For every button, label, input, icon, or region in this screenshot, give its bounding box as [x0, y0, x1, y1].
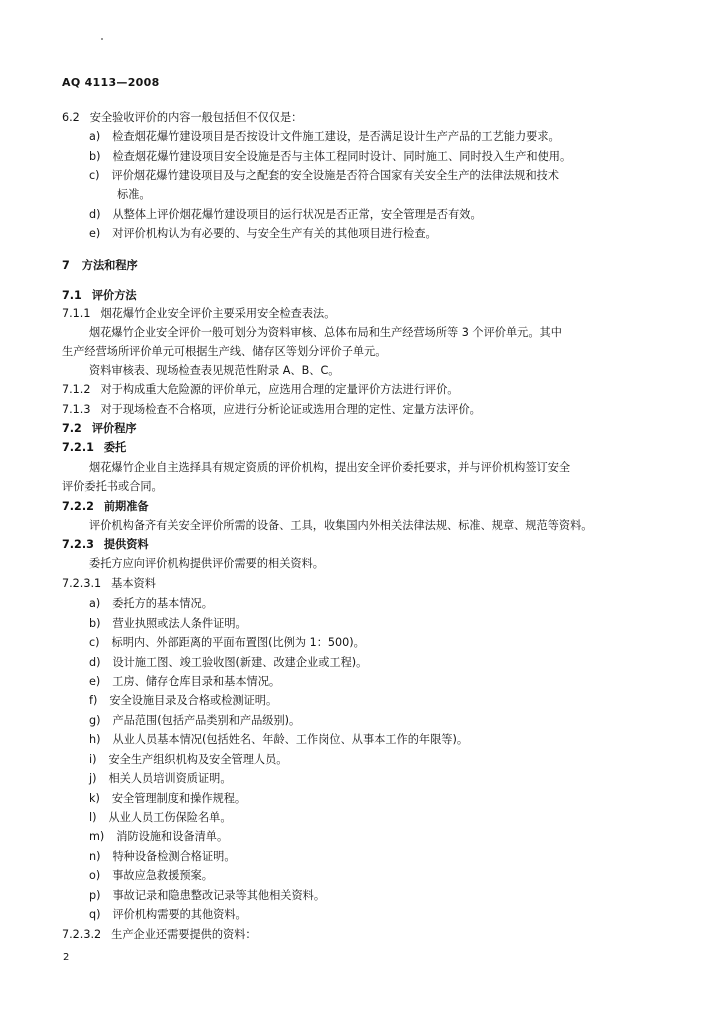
line-text: 相关人员培训资质证明。	[108, 772, 232, 785]
standard-header: AQ 4113—2008	[62, 76, 160, 89]
line-number: 7	[62, 259, 70, 272]
text-line	[89, 461, 570, 475]
line-number: l)	[89, 811, 97, 824]
page-number: 2	[63, 952, 70, 963]
line-number: 7.2.3.1	[62, 577, 102, 590]
numbered-line	[89, 850, 236, 864]
line-number: j)	[89, 772, 97, 785]
numbered-line	[62, 307, 335, 321]
line-text: 委托方的基本情况。	[112, 597, 213, 610]
numbered-line	[89, 150, 571, 164]
line-text: 标准。	[117, 188, 151, 201]
line-text: 评价方法	[91, 289, 137, 302]
line-number: m)	[89, 830, 105, 843]
line-number: 7.1.2	[62, 383, 91, 396]
numbered-line	[62, 289, 137, 303]
line-text: 资料审核表、现场检查表见规范性附录 A、B、C。	[89, 364, 340, 377]
numbered-line	[89, 830, 228, 844]
line-text: 特种设备检测合格证明。	[112, 850, 236, 863]
line-number: d)	[89, 208, 101, 221]
line-number: h)	[89, 733, 101, 746]
text-line	[89, 557, 324, 571]
numbered-line	[89, 208, 482, 222]
numbered-line	[89, 130, 560, 144]
line-text: 生产企业还需要提供的资料：	[111, 928, 257, 941]
line-text: 委托	[103, 441, 127, 454]
numbered-line	[89, 636, 365, 650]
line-text: 标明内、外部距离的平面布置图(比例为 1：500)。	[111, 636, 365, 649]
line-text: 对于构成重大危险源的评价单元，应选用合理的定量评价方法进行评价。	[100, 383, 459, 396]
line-text: 产品范围(包括产品类别和产品级别)。	[112, 714, 301, 727]
text-line	[62, 480, 163, 494]
line-text: 方法和程序	[81, 259, 138, 272]
numbered-line	[62, 259, 138, 273]
line-number: b)	[89, 617, 101, 630]
numbered-line	[62, 111, 302, 125]
numbered-line	[62, 928, 257, 942]
line-number: a)	[89, 597, 101, 610]
line-number: d)	[89, 656, 101, 669]
numbered-line	[89, 889, 325, 903]
line-number: e)	[89, 227, 101, 240]
numbered-line	[89, 733, 468, 747]
numbered-line	[89, 597, 213, 611]
line-number: 6.2	[62, 111, 80, 124]
line-number: a)	[89, 130, 101, 143]
line-text: 评价委托书或合同。	[62, 480, 163, 493]
numbered-line	[89, 694, 277, 708]
line-text: 检查烟花爆竹建设项目是否按设计文件施工建设，是否满足设计生产产品的工艺能力要求。	[112, 130, 560, 143]
line-number: 7.2.2	[62, 500, 94, 513]
line-number: e)	[89, 675, 101, 688]
numbered-line	[89, 792, 246, 806]
line-text: 安全生产组织机构及安全管理人员。	[108, 753, 288, 766]
line-text: 消防设施和设备清单。	[116, 830, 229, 843]
line-number: b)	[89, 150, 101, 163]
numbered-line	[89, 169, 559, 183]
line-text: 从业人员基本情况(包括姓名、年龄、工作岗位、从事本工作的年限等)。	[112, 733, 469, 746]
numbered-line	[89, 772, 232, 786]
line-text: 烟花爆竹企业安全评价一般可划分为资料审核、总体布局和生产经营场所等 3 个评价单元。其中	[89, 326, 562, 339]
line-number: 7.1.3	[62, 403, 91, 416]
line-text: 营业执照或法人条件证明。	[112, 617, 247, 630]
line-text: 事故应急救援预案。	[112, 869, 213, 882]
numbered-line	[89, 908, 247, 922]
text-line	[89, 519, 592, 533]
numbered-line	[89, 227, 437, 241]
line-number: q)	[89, 908, 101, 921]
line-text: 评价机构备齐有关安全评价所需的设备、工具，收集国内外相关法律法规、标准、规章、规范等资料。	[89, 519, 593, 532]
numbered-line	[62, 403, 481, 417]
numbered-line	[89, 656, 367, 670]
numbered-line	[62, 383, 458, 397]
line-text: 安全验收评价的内容一般包括但不仅仅是：	[89, 111, 303, 124]
line-text: 评价机构需要的其他资料。	[112, 908, 247, 921]
line-text: 评价烟花爆竹建设项目及与之配套的安全设施是否符合国家有关安全生产的法律法规和技术	[111, 169, 560, 182]
text-line	[89, 326, 562, 340]
line-number: k)	[89, 792, 100, 805]
line-text: 前期准备	[103, 500, 149, 513]
numbered-line	[62, 577, 156, 591]
text-line	[62, 345, 386, 359]
line-text: 工房、储存仓库目录和基本情况。	[112, 675, 281, 688]
text-line	[117, 188, 151, 202]
scan-speck	[101, 38, 103, 40]
line-number: p)	[89, 889, 101, 902]
line-text: 提供资料	[103, 538, 149, 551]
line-number: c)	[89, 169, 100, 182]
line-text: 基本资料	[111, 577, 156, 590]
line-text: 安全管理制度和操作规程。	[111, 792, 247, 805]
numbered-line	[89, 753, 288, 767]
line-number: 7.2.3	[62, 538, 94, 551]
numbered-line	[62, 538, 149, 552]
numbered-line	[62, 422, 137, 436]
line-number: o)	[89, 869, 101, 882]
numbered-line	[89, 714, 300, 728]
line-number: n)	[89, 850, 101, 863]
line-text: 安全设施目录及合格或检测证明。	[109, 694, 278, 707]
line-number: i)	[89, 753, 97, 766]
line-text: 烟花爆竹企业安全评价主要采用安全检查表法。	[100, 307, 336, 320]
numbered-line	[62, 500, 149, 514]
line-text: 事故记录和隐患整改记录等其他相关资料。	[112, 889, 326, 902]
line-number: 7.2.1	[62, 441, 94, 454]
line-text: 评价程序	[91, 422, 137, 435]
line-text: 设计施工图、竣工验收图(新建、改建企业或工程)。	[112, 656, 368, 669]
line-text: 对于现场检查不合格项，应进行分析论证或选用合理的定性、定量方法评价。	[100, 403, 481, 416]
line-text: 从业人员工伤保险名单。	[108, 811, 232, 824]
line-text: 对评价机构认为有必要的、与安全生产有关的其他项目进行检查。	[112, 227, 437, 240]
numbered-line	[62, 441, 126, 455]
line-number: 7.1.1	[62, 307, 91, 320]
line-text: 从整体上评价烟花爆竹建设项目的运行状况是否正常，安全管理是否有效。	[112, 208, 482, 221]
line-number: g)	[89, 714, 101, 727]
line-number: 7.2	[62, 422, 82, 435]
line-text: 生产经营场所评价单元可根据生产线、储存区等划分评价子单元。	[62, 345, 387, 358]
text-line	[89, 364, 339, 378]
numbered-line	[89, 869, 213, 883]
line-number: f)	[89, 694, 98, 707]
line-text: 检查烟花爆竹建设项目安全设施是否与主体工程同时设计、同时施工、同时投入生产和使用。	[112, 150, 572, 163]
numbered-line	[89, 675, 280, 689]
line-text: 委托方应向评价机构提供评价需要的相关资料。	[89, 557, 324, 570]
numbered-line	[89, 811, 232, 825]
line-number: 7.2.3.2	[62, 928, 102, 941]
line-number: 7.1	[62, 289, 82, 302]
line-number: c)	[89, 636, 100, 649]
numbered-line	[89, 617, 247, 631]
line-text: 烟花爆竹企业自主选择具有规定资质的评价机构，提出安全评价委托要求，并与评价机构签订安全	[89, 461, 571, 474]
